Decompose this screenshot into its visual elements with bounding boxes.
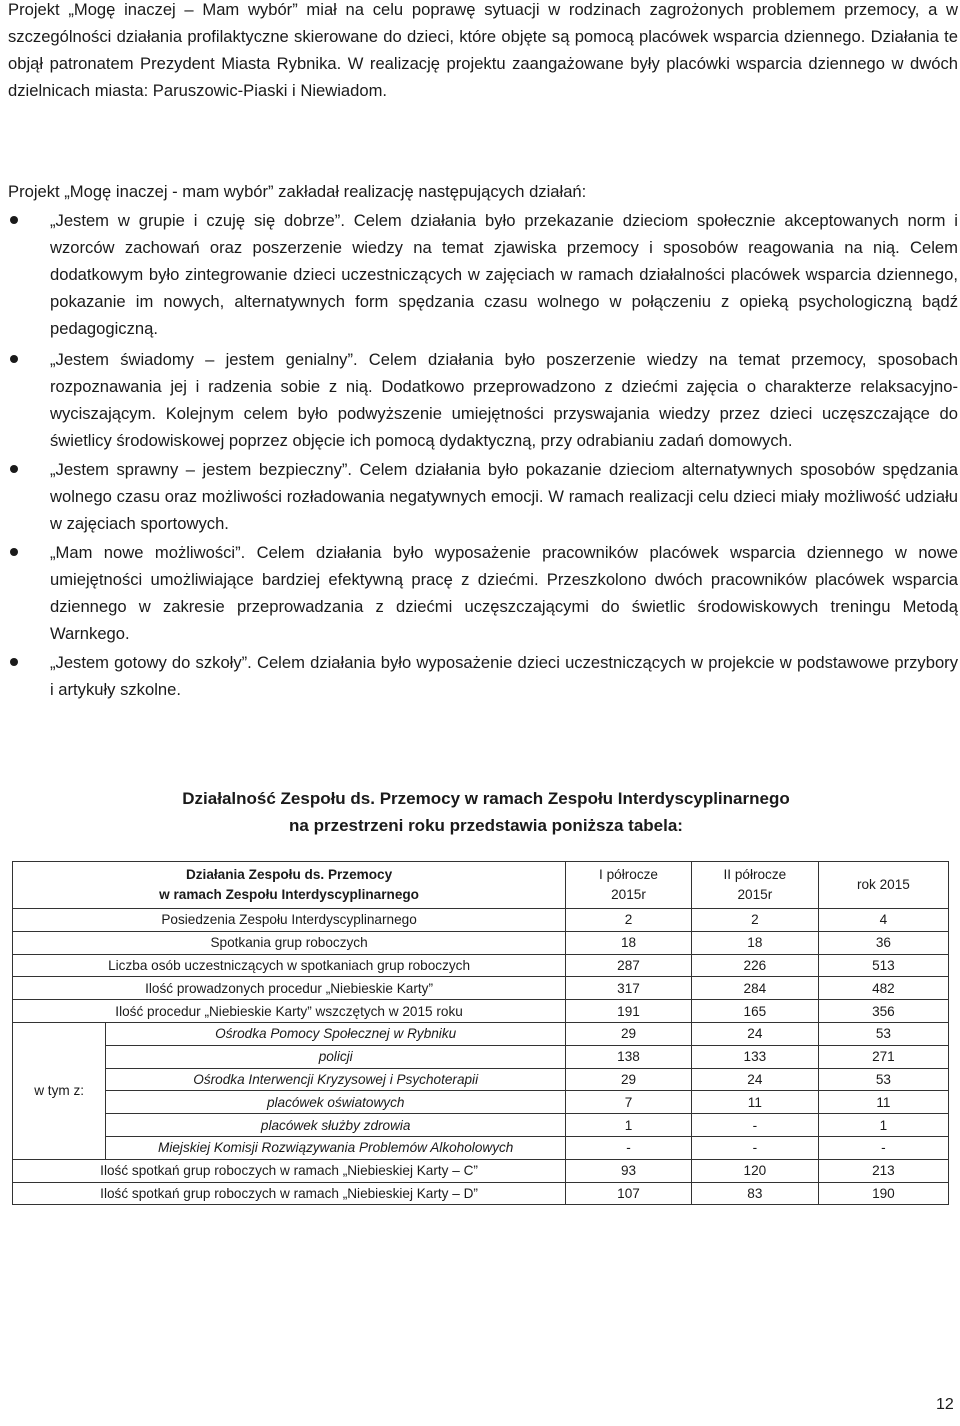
row-label: Ośrodka Interwencji Kryzysowej i Psychoterapii [106,1068,566,1091]
cell-first-half: 18 [566,931,692,954]
row-label: Miejskiej Komisji Rozwiązywania Problemów Alkoholowych [106,1136,566,1159]
cell-first-half: 287 [566,954,692,977]
action-text: „Jestem gotowy do szkoły”. Celem działania było wyposażenie dzieci uczestniczących w projekcie w podstawowe przybory i artykuły szkolne. [50,653,958,699]
action-text: „Jestem w grupie i czuję się dobrze”. Celem działania było przekazanie dzieciom społecznie akceptowanych norm i wzorców zachowań oraz poszerzenie wiedzy na temat zjawiska przemocy i sposobów reagowania na nią. Celem dodatkowym było zintegrowanie dzieci uczestniczących w zajęciach w ramach działalności placówek wsparcia dziennego, pokazanie im nowych, alternatywnych form spędzania czasu wolnego w połączeniu z opieką psychologiczną bądź pedagogiczną. [50,211,958,338]
table-row [13,909,949,932]
bullet-icon [10,216,18,224]
header-first-half: I półrocze 2015r [566,862,692,909]
list-item [8,207,958,342]
list-item [8,346,958,454]
table-header-row [13,862,949,909]
page-number: 12 [936,1396,954,1413]
cell-second-half: - [691,1114,818,1137]
list-item [8,649,958,703]
cell-year: 356 [818,1000,948,1023]
table-row [13,1091,949,1114]
table-row [13,1159,949,1182]
cell-second-half: 11 [691,1091,818,1114]
bullet-icon [10,465,18,473]
cell-first-half: 29 [566,1068,692,1091]
cell-second-half: 226 [691,954,818,977]
cell-first-half: 93 [566,1159,692,1182]
cell-year: 11 [818,1091,948,1114]
cell-year: 1 [818,1114,948,1137]
row-label: Ilość spotkań grup roboczych w ramach „Niebieskiej Karty – D” [13,1182,566,1205]
cell-second-half: 24 [691,1022,818,1045]
table-row [13,954,949,977]
bullet-icon [10,355,18,363]
cell-second-half: 284 [691,977,818,1000]
cell-year: 36 [818,931,948,954]
table-row [13,1045,949,1068]
cell-year: 513 [818,954,948,977]
table-row [13,1114,949,1137]
section-title-line-1: Działalność Zespołu ds. Przemocy w ramach Zespołu Interdyscyplinarnego [182,789,790,808]
action-text: „Jestem świadomy – jestem genialny”. Celem działania było poszerzenie wiedzy na temat przemocy, sposobach rozpoznawania jej i radzenia sobie z nią. Dodatkowo przeprowadzono z dziećmi zajęcia o charakterze relaksacyjno-wyciszającym. Kolejnym celem było podwyższenie umiejętności przyswajania wiedzy przez dzieci uczęszczające do świetlicy środowiskowej poprzez objęcie ich pomocą dydaktyczną, przy odrabianiu zadań domowych. [50,350,958,450]
cell-first-half: 138 [566,1045,692,1068]
w-tym-label: w tym z: [13,1022,106,1159]
table-row [13,931,949,954]
cell-second-half: 83 [691,1182,818,1205]
cell-second-half: 2 [691,909,818,932]
row-label: placówek służby zdrowia [106,1114,566,1137]
section-title-line-2: na przestrzeni roku przedstawia poniższa tabela: [289,816,683,835]
row-label: placówek oświatowych [106,1091,566,1114]
table-row [13,1022,949,1045]
section-title [0,785,960,839]
row-label: Posiedzenia Zespołu Interdyscyplinarnego [13,909,566,932]
statistics-table [12,861,949,1205]
cell-year: 271 [818,1045,948,1068]
row-label: Liczba osób uczestniczących w spotkaniach grup roboczych [13,954,566,977]
table-row [13,977,949,1000]
header-year: rok 2015 [818,862,948,909]
row-label: Ilość spotkań grup roboczych w ramach „Niebieskiej Karty – C” [13,1159,566,1182]
table-row [13,1136,949,1159]
cell-first-half: - [566,1136,692,1159]
header-second-half: II półrocze 2015r [691,862,818,909]
cell-year: 53 [818,1022,948,1045]
cell-second-half: 120 [691,1159,818,1182]
cell-year: 213 [818,1159,948,1182]
table-row [13,1000,949,1023]
cell-year: 482 [818,977,948,1000]
bullet-icon [10,548,18,556]
cell-first-half: 1 [566,1114,692,1137]
cell-second-half: 133 [691,1045,818,1068]
table-row [13,1068,949,1091]
actions-list [8,207,958,703]
cell-year: 53 [818,1068,948,1091]
list-item [8,539,958,647]
cell-year: - [818,1136,948,1159]
row-label: Ośrodka Pomocy Społecznej w Rybniku [106,1022,566,1045]
row-label: Spotkania grup roboczych [13,931,566,954]
cell-first-half: 2 [566,909,692,932]
table-row [13,1182,949,1205]
intro-paragraph: Projekt „Mogę inaczej – Mam wybór” miał na celu poprawę sytuacji w rodzinach zagrożonych problemem przemocy, a w szczególności działania profilaktyczne skierowane do dzieci, które objęte są pomocą placówek wsparcia dziennego. Działania te objął patronatem Prezydent Miasta Rybnika. W realizację projektu zaangażowane były placówki wsparcia dziennego w dwóch dzielnicach miasta: Paruszowic-Piaski i Niewiadom. [8,0,958,100]
cell-second-half: 24 [691,1068,818,1091]
cell-second-half: - [691,1136,818,1159]
cell-second-half: 18 [691,931,818,954]
actions-lead: Projekt „Mogę inaczej - mam wybór” zakładał realizację następujących działań: [8,182,587,201]
bullet-icon [10,658,18,666]
cell-first-half: 7 [566,1091,692,1114]
cell-year: 190 [818,1182,948,1205]
cell-first-half: 29 [566,1022,692,1045]
cell-first-half: 191 [566,1000,692,1023]
row-label: Ilość procedur „Niebieskie Karty” wszczętych w 2015 roku [13,1000,566,1023]
cell-second-half: 165 [691,1000,818,1023]
row-label: Ilość prowadzonych procedur „Niebieskie Karty” [13,977,566,1000]
row-label: policji [106,1045,566,1068]
action-text: „Mam nowe możliwości”. Celem działania było wyposażenie pracowników placówek wsparcia dziennego w nowe umiejętności umożliwiające bardziej efektywną pracę z dziećmi. Przeszkolono dwóch pracowników placówek wsparcia dziennego w zakresie przeprowadzania z dziećmi uczęszczającymi do świetlic środowiskowych treningu Metodą Warnkego. [50,543,958,643]
list-item [8,456,958,537]
cell-first-half: 107 [566,1182,692,1205]
cell-first-half: 317 [566,977,692,1000]
header-activities: Działania Zespołu ds. Przemocy w ramach Zespołu Interdyscyplinarnego [13,862,566,909]
action-text: „Jestem sprawny – jestem bezpieczny”. Celem działania było pokazanie dzieciom alternatywnych sposobów spędzania wolnego czasu oraz możliwości rozładowania negatywnych emocji. W ramach realizacji celu dzieci miały możliwość udziału w zajęciach sportowych. [50,460,958,533]
cell-year: 4 [818,909,948,932]
